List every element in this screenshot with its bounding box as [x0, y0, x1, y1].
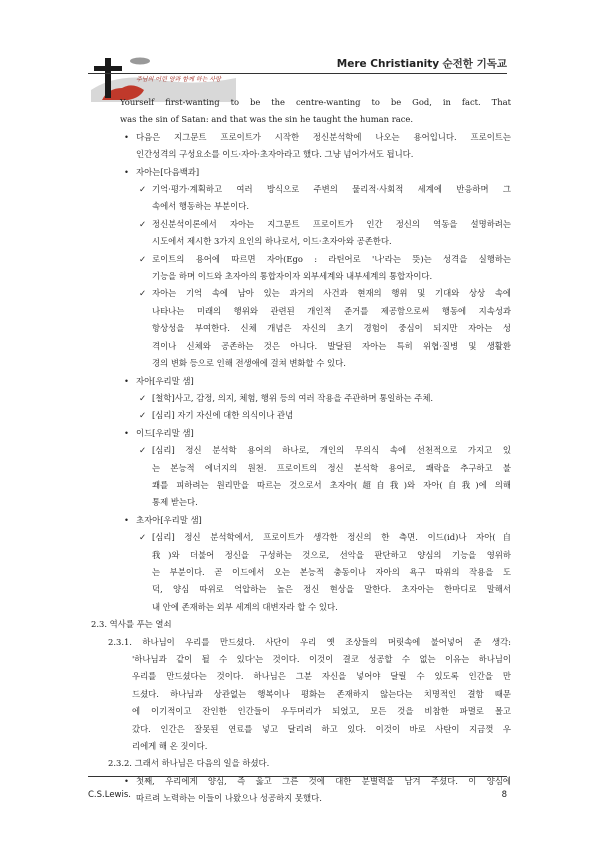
checkmark-icon: ✓	[139, 184, 147, 195]
quote-line: Yourself first-wanting to be the centre-wanting to be God, in fact. That	[120, 97, 511, 107]
bullet-icon: •	[124, 427, 129, 438]
check-item	[88, 442, 511, 459]
check-text: 자아는 기억 속에 남아 있는 과거의 사건과 현재의 행위 및 기대와 상상 속에	[152, 288, 511, 299]
check-item	[88, 529, 511, 546]
paragraph-line: '하나님과 같이 될 수 있다'는 것이다. 이것이 결코 성공할 수 없는 이유는 하나님이	[132, 654, 511, 664]
check-continuation: 는 부분이다. 곧 이드에서 오는 본능적 충동이나 자아의 욕구 따위의 작용을 도	[152, 566, 511, 577]
checkmark-icon: ✓	[139, 392, 147, 403]
check-continuation: 통제 받는다.	[152, 497, 198, 508]
paragraph-line: 리에게 해 온 짓이다.	[132, 741, 208, 752]
bullet-text: 첫째, 우리에게 양심, 즉 옳고 그른 것에 대한 분별력을 남겨 주셨다. 이 양심에	[136, 775, 511, 786]
bullet-item	[88, 425, 511, 442]
bullet-icon: •	[124, 131, 129, 142]
check-continuation: 는 본능적 에너지의 원천. 프로이트의 정신 분석학 용어로, 쾌락을 추구하고 불	[152, 462, 511, 473]
footer-author: C.S.Lewis.	[88, 790, 131, 800]
check-continuation: 경의 변화 등으로 인해 전생애에 걸쳐 변화할 수 있다.	[152, 358, 346, 369]
check-item	[88, 251, 511, 268]
bullet-item	[88, 164, 511, 181]
section-heading: 2.3. 역사를 푸는 열쇠	[91, 619, 172, 630]
bullet-continuation: 인간성격의 구성요소를 이드·자아·초자아라고 했다. 그냥 넘어가셔도 됩니다.	[136, 149, 414, 160]
bullet-item	[88, 129, 511, 146]
quote-line: was the sin of Satan: and that was the sin he taught the human race.	[120, 114, 414, 125]
bullet-continuation: 따르려 노력하는 이들이 나왔으나 성공하지 못했다.	[136, 793, 322, 804]
checkmark-icon: ✓	[139, 532, 147, 543]
check-text: 정신분석이론에서 자아는 지그문트 프로이트가 인간 정신의 역동을 설명하려는	[152, 218, 511, 229]
check-continuation: 격이나 신체와 공존하는 것은 아니다. 발달된 자아는 특히 위협·질병 및 생활환	[152, 340, 511, 351]
check-continuation: 덕, 양심 따위로 억압하는 높은 정신 현상을 말한다. 초자아는 한마디로 말해서	[152, 584, 511, 595]
bullet-icon: •	[124, 166, 129, 177]
paragraph-line: 갔다. 인간은 잘못된 연료를 넣고 달리려 하고 있다. 이것이 바로 사탄이 지금껏 우	[132, 723, 511, 734]
checkmark-icon: ✓	[139, 410, 147, 421]
check-text: [심리] 정신 분석학 용어의 하나로, 개인의 무의식 속에 선천적으로 가지고 있	[152, 445, 511, 456]
checkmark-icon: ✓	[139, 445, 147, 456]
check-item	[88, 390, 511, 407]
footer-rule	[88, 776, 507, 777]
bullet-text: 다음은 지그문트 프로이트가 시작한 정신분석학에 나오는 용어입니다. 프로이트는	[136, 131, 511, 142]
checkmark-icon: ✓	[139, 253, 147, 264]
bullet-icon: •	[124, 514, 129, 525]
check-continuation: 속에서 행동하는 부분이다.	[152, 201, 249, 212]
paragraph-line: 우리를 만드셨다는 것이다. 하나님은 그분 자신을 넣어야 달릴 수 있도록 인간을 만	[132, 671, 511, 682]
check-continuation: 쾌를 피하려는 원리만을 따르는 것으로서 초자아(超自我)와 자아(自我)에 의해	[152, 479, 511, 490]
bullet-text: 자아[우리말 샘]	[136, 375, 194, 386]
bullet-text: 이드[우리말 샘]	[136, 427, 194, 438]
check-continuation: 내 안에 존재하는 외부 세계의 대변자라 할 수 있다.	[152, 601, 338, 612]
paragraph-line: 에 이기적이고 잔인한 인간들이 우두머리가 되었고, 모든 것을 비참한 파멸로 몰고	[132, 706, 511, 717]
check-item	[88, 181, 511, 198]
check-text: [심리] 정신 분석학에서, 프로이트가 생각한 정신의 한 측면. 이드(id)나 자아(自	[152, 532, 511, 543]
running-header	[337, 56, 507, 71]
check-item	[88, 216, 511, 233]
paragraph-line: 드셨다. 하나님과 상관없는 행복이나 평화는 존재하지 않는다는 치명적인 결함 때문	[132, 688, 511, 699]
bullet-text: 초자아[우리말 샘]	[136, 514, 202, 525]
check-continuation: 항상성을 부여한다. 신체 개념은 자신의 초기 경험이 중심이 되지만 자아는 성	[152, 323, 511, 334]
bullet-icon: •	[124, 775, 129, 786]
bullet-item	[88, 373, 511, 390]
check-item	[88, 285, 511, 302]
subsection-paragraph: 2.3.2. 그래서 하나님은 다음의 일을 하셨다.	[108, 758, 270, 769]
check-text: [철학]사고, 감정, 의지, 체험, 행위 등의 여러 작용을 주관하며 통일하는 주체.	[152, 392, 434, 403]
bullet-item	[88, 512, 511, 529]
header-title-en: Mere Christianity	[336, 58, 440, 70]
check-text: 로이트의 용어에 따르면 자아(Ego : 라틴어로 '나'라는 뜻)는 성격을 실행하는	[152, 253, 511, 264]
header-rule	[88, 73, 507, 74]
page-number: 8	[501, 790, 507, 800]
logo-text: 주님의 어린 양과 함께 하는 사랑	[136, 76, 221, 83]
checkmark-icon: ✓	[139, 288, 147, 299]
check-text: [심리] 자기 자신에 대한 의식이나 관념	[152, 410, 294, 421]
bullet-icon: •	[124, 375, 129, 386]
check-continuation: 시도에서 제시한 3가지 요인의 하나로서, 이드·초자아와 공존한다.	[152, 236, 392, 247]
checkmark-icon: ✓	[139, 218, 147, 229]
check-item	[88, 407, 511, 424]
bullet-text: 자아는[다음백과]	[136, 166, 200, 177]
subsection-paragraph: 2.3.1. 하나님이 우리를 만드셨다. 사단이 우리 옛 조상들의 머릿속에 불어넣어 준 생각:	[108, 636, 511, 647]
check-continuation: 나타나는 미래의 행위와 관련된 개인적 준거를 제공함으로써 행동에 지속성과	[152, 305, 511, 316]
document-body	[88, 94, 511, 808]
check-continuation: 기능을 하며 이드와 초자아의 통합자이자 외부세계와 내부세계의 통합자이다.	[152, 271, 433, 282]
check-continuation: 我)와 더불어 정신을 구성하는 것으로, 선악을 판단하고 양심의 기능을 영위하	[152, 549, 511, 560]
check-text: 기억·평가·계획하고 여러 방식으로 주변의 물리적·사회적 세계에 반응하며 그	[152, 184, 511, 195]
header-title-ko: 순전한 기독교	[442, 58, 507, 70]
